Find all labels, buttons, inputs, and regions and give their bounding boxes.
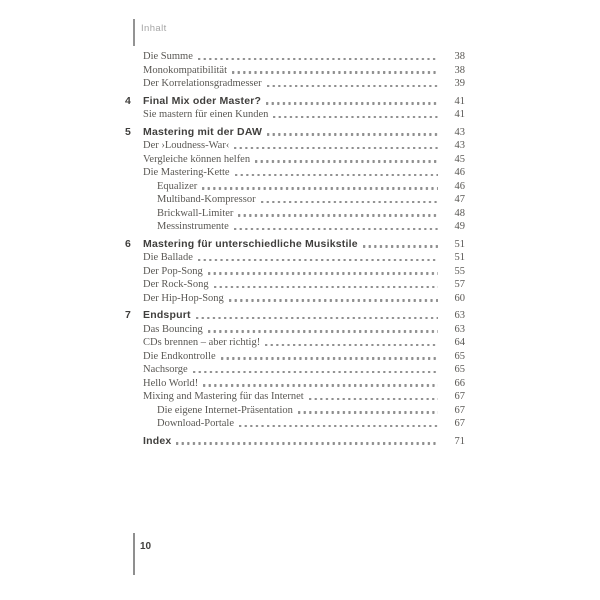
toc-page-number: 43 <box>454 126 465 138</box>
toc-row <box>125 126 465 140</box>
page-number: 10 <box>140 541 152 552</box>
dotted-leader <box>238 214 438 216</box>
toc-page-number: 38 <box>454 64 465 76</box>
toc-entry-label: Die Mastering-Kette <box>143 167 230 178</box>
toc-page-number: 57 <box>454 279 465 290</box>
dotted-leader <box>255 160 438 162</box>
toc-page-number: 49 <box>454 221 465 232</box>
toc-row <box>125 108 465 122</box>
toc-entry-label: Vergleiche können helfen <box>143 153 251 165</box>
dotted-leader <box>273 116 438 118</box>
toc-page-number: 67 <box>454 404 465 416</box>
toc-page-number: 51 <box>454 252 465 263</box>
toc-row <box>125 77 465 91</box>
toc-entry-label: Download-Portale <box>157 418 234 429</box>
toc-page-number: 65 <box>454 364 465 375</box>
dotted-leader <box>234 228 438 230</box>
chapter-number: 4 <box>125 94 131 107</box>
toc-entry-label: Der Hip-Hop-Song <box>143 292 224 304</box>
toc-row <box>125 139 465 153</box>
toc-row <box>125 251 465 265</box>
toc-entry-label: Der Korrelationsgradmesser <box>143 78 262 89</box>
dotted-leader <box>265 344 438 346</box>
toc-page-number: 43 <box>454 140 465 151</box>
toc-entry-label: Nachsorge <box>143 364 188 375</box>
dotted-leader <box>214 286 438 288</box>
dotted-leader <box>232 71 438 73</box>
toc-entry-label: Der Pop-Song <box>143 265 203 277</box>
running-header: Inhalt <box>141 23 167 34</box>
toc-group <box>125 50 465 91</box>
toc-row <box>125 180 465 194</box>
toc-group <box>125 309 465 431</box>
toc-page-number: 64 <box>454 337 465 348</box>
toc-entry-label: Monokompatibilität <box>143 64 227 76</box>
dotted-leader <box>203 384 438 386</box>
toc-entry-label: Hello World! <box>143 377 199 389</box>
dotted-leader <box>363 245 438 247</box>
dotted-leader <box>267 133 438 135</box>
toc-row <box>125 220 465 234</box>
toc-row <box>125 64 465 78</box>
dotted-leader <box>202 187 438 189</box>
toc-group <box>125 435 465 449</box>
toc-row <box>125 278 465 292</box>
toc-page-number: 41 <box>454 109 465 120</box>
toc-page-number: 41 <box>454 95 465 107</box>
toc-entry-label: Mastering für unterschiedliche Musikstile <box>143 237 358 250</box>
toc-entry-label: Sie mastern für einen Kunden <box>143 109 269 120</box>
toc-page-number: 48 <box>454 207 465 219</box>
chapter-number: 7 <box>125 309 131 321</box>
toc-row <box>125 238 465 252</box>
toc-entry-label: Brickwall-Limiter <box>157 207 234 219</box>
toc-page-number: 67 <box>454 418 465 429</box>
dotted-leader <box>229 299 438 301</box>
toc-row <box>125 404 465 418</box>
dotted-leader <box>193 371 438 373</box>
dotted-leader <box>208 272 438 274</box>
dotted-leader <box>239 425 438 427</box>
toc-row <box>125 336 465 350</box>
toc-page-number: 66 <box>454 377 465 389</box>
toc-row <box>125 417 465 431</box>
dotted-leader <box>261 201 438 203</box>
toc-row <box>125 390 465 404</box>
toc-group <box>125 126 465 234</box>
toc-entry-label: Multiband-Kompressor <box>157 194 256 205</box>
toc-row <box>125 377 465 391</box>
toc-entry-label: Final Mix oder Master? <box>143 94 262 107</box>
dotted-leader <box>208 330 438 332</box>
toc-page-number: 60 <box>454 292 465 304</box>
dotted-leader <box>198 259 438 261</box>
toc-entry-label: Messinstrumente <box>157 221 229 232</box>
dotted-leader <box>309 398 438 400</box>
dotted-leader <box>176 442 438 444</box>
toc-entry-label: Index <box>143 434 172 447</box>
toc-page-number: 65 <box>454 350 465 362</box>
toc-row <box>125 265 465 279</box>
toc-entry-label: Die Endkontrolle <box>143 350 216 362</box>
toc-row <box>125 153 465 167</box>
toc-entry-label: Mixing and Mastering für das Internet <box>143 391 304 402</box>
toc <box>125 50 465 448</box>
toc-entry-label: Der ›Loudness-War‹ <box>143 140 230 151</box>
toc-page-number: 55 <box>454 265 465 277</box>
toc-row <box>125 363 465 377</box>
toc-entry-label: Die Summe <box>143 51 193 62</box>
toc-entry-label: Das Bouncing <box>143 323 203 335</box>
toc-group <box>125 238 465 306</box>
toc-page-number: 38 <box>454 51 465 62</box>
toc-entry-label: Die eigene Internet-Präsentation <box>157 404 293 416</box>
toc-row <box>125 350 465 364</box>
toc-row <box>125 193 465 207</box>
toc-row <box>125 166 465 180</box>
toc-page-number: 46 <box>454 167 465 178</box>
chapter-number: 5 <box>125 125 131 138</box>
toc-entry-label: CDs brennen – aber richtig! <box>143 337 261 348</box>
toc-row <box>125 323 465 337</box>
toc-entry-label: Mastering mit der DAW <box>143 125 263 138</box>
dotted-leader <box>198 58 438 60</box>
toc-row <box>125 435 465 449</box>
dotted-leader <box>298 411 438 413</box>
toc-group <box>125 95 465 122</box>
toc-page-number: 63 <box>454 323 465 335</box>
dotted-leader <box>234 147 438 149</box>
toc-page-number: 46 <box>454 180 465 192</box>
chapter-number: 6 <box>125 237 131 250</box>
toc-entry-label: Endspurt <box>143 309 191 321</box>
toc-row <box>125 292 465 306</box>
toc-page-number: 51 <box>454 238 465 250</box>
toc-row <box>125 50 465 64</box>
dotted-leader <box>196 317 438 319</box>
footer-vertical-rule <box>133 533 135 575</box>
dotted-leader <box>267 85 438 87</box>
toc-row <box>125 95 465 109</box>
toc-entry-label: Die Ballade <box>143 252 193 263</box>
toc-page-number: 39 <box>454 78 465 89</box>
toc-page-number: 63 <box>454 310 465 321</box>
toc-page-number: 47 <box>454 194 465 205</box>
dotted-leader <box>221 357 438 359</box>
toc-page-number: 71 <box>454 435 465 447</box>
toc-entry-label: Equalizer <box>157 180 198 192</box>
toc-page-number: 45 <box>454 153 465 165</box>
header-vertical-rule <box>133 19 135 46</box>
toc-row <box>125 207 465 221</box>
dotted-leader <box>266 102 438 104</box>
toc-row <box>125 309 465 323</box>
toc-entry-label: Der Rock-Song <box>143 279 209 290</box>
toc-page-number: 67 <box>454 391 465 402</box>
dotted-leader <box>235 174 438 176</box>
